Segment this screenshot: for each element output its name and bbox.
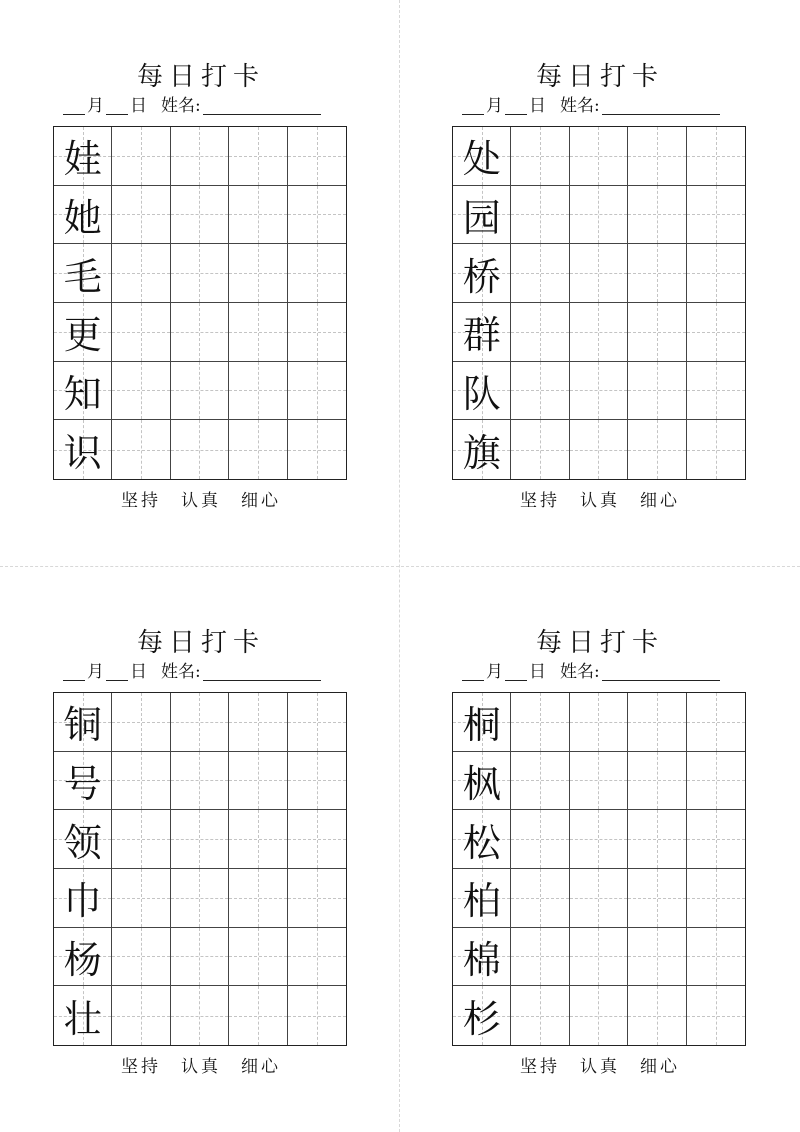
model-character-cell [453,986,511,1045]
tianzige-grid [452,126,746,480]
model-character: 铜 [63,703,102,748]
practice-cell[interactable] [628,127,686,186]
practice-cell[interactable] [112,420,170,479]
practice-cell[interactable] [229,362,287,421]
model-character-cell [54,986,112,1045]
model-character-cell [54,303,112,362]
model-character: 巾 [63,879,102,924]
practice-cell[interactable] [687,420,745,479]
model-character-cell [54,127,112,186]
month-label: 月 [87,96,104,116]
practice-cell[interactable] [570,244,628,303]
practice-cell[interactable] [288,362,346,421]
model-character: 毛 [63,254,102,299]
practice-cell[interactable] [229,420,287,479]
practice-cell[interactable] [687,244,745,303]
motto-word: 认真 [580,1057,620,1077]
practice-cell[interactable] [687,362,745,421]
motto-word: 坚持 [520,491,560,511]
practice-cell[interactable] [112,693,170,752]
model-character-cell [453,186,511,245]
day-label: 日 [529,662,546,682]
practice-cell[interactable] [687,810,745,869]
month-label: 月 [486,662,503,682]
practice-cell[interactable] [570,127,628,186]
practice-cell[interactable] [288,869,346,928]
model-character-cell [453,420,511,479]
practice-cell[interactable] [171,928,229,987]
practice-cell[interactable] [687,693,745,752]
practice-cell[interactable] [112,127,170,186]
practice-cell[interactable] [112,752,170,811]
model-character-cell [453,244,511,303]
model-character-cell [54,752,112,811]
practice-card [53,60,349,530]
model-character: 壮 [63,997,102,1042]
model-character: 柏 [462,879,501,924]
practice-cell[interactable] [511,869,569,928]
name-label: 姓名: [560,96,600,116]
motto-footer [53,1054,349,1080]
practice-cell[interactable] [570,362,628,421]
name-label: 姓名: [161,662,201,682]
name-blank[interactable] [602,662,720,681]
practice-cell[interactable] [511,303,569,362]
practice-cell[interactable] [171,420,229,479]
practice-cell[interactable] [171,127,229,186]
practice-cell[interactable] [288,986,346,1045]
tianzige-grid [53,692,347,1046]
motto-footer [452,1054,748,1080]
practice-cell[interactable] [112,810,170,869]
practice-cell[interactable] [288,693,346,752]
model-character-cell [54,244,112,303]
motto-word: 坚持 [520,1057,560,1077]
model-character: 号 [63,761,102,806]
model-character-cell [54,186,112,245]
practice-cell[interactable] [570,752,628,811]
practice-cell[interactable] [628,362,686,421]
practice-cell[interactable] [112,303,170,362]
practice-cell[interactable] [511,127,569,186]
practice-card [53,626,349,1096]
day-label: 日 [130,662,147,682]
practice-cell[interactable] [229,244,287,303]
model-character: 桐 [462,703,501,748]
name-label: 姓名: [560,662,600,682]
name-blank[interactable] [602,96,720,115]
card-title: 每日打卡 [136,628,265,658]
horizontal-cut-line [0,566,800,567]
practice-cell[interactable] [288,303,346,362]
practice-cell[interactable] [570,186,628,245]
day-blank[interactable] [106,96,128,115]
date-name-line [462,94,748,118]
date-name-line [63,660,349,684]
practice-cell[interactable] [171,869,229,928]
tianzige-grid [53,126,347,480]
practice-cell[interactable] [288,810,346,869]
model-character-cell [453,928,511,987]
motto-word: 认真 [181,491,221,511]
model-character-cell [54,693,112,752]
card-title: 每日打卡 [535,62,664,92]
model-character-cell [453,362,511,421]
practice-cell[interactable] [288,928,346,987]
practice-cell[interactable] [570,869,628,928]
model-character: 她 [63,195,102,240]
practice-cell[interactable] [229,928,287,987]
practice-card [452,60,748,530]
practice-cell[interactable] [171,303,229,362]
model-character: 杉 [462,997,501,1042]
practice-cell[interactable] [511,420,569,479]
model-character-cell [54,810,112,869]
model-character-cell [453,810,511,869]
practice-cell[interactable] [112,928,170,987]
practice-cell[interactable] [288,244,346,303]
name-label: 姓名: [161,96,201,116]
motto-word: 细心 [640,491,680,511]
practice-cell[interactable] [229,127,287,186]
model-character: 园 [462,195,501,240]
practice-cell[interactable] [511,244,569,303]
month-blank[interactable] [462,662,484,681]
model-character: 杨 [63,937,102,982]
practice-cell[interactable] [229,693,287,752]
practice-cell[interactable] [570,420,628,479]
practice-cell[interactable] [570,810,628,869]
practice-cell[interactable] [171,362,229,421]
motto-word: 认真 [580,491,620,511]
model-character: 群 [462,313,501,358]
practice-cell[interactable] [628,928,686,987]
practice-cell[interactable] [229,869,287,928]
model-character: 处 [462,137,501,182]
model-character-cell [54,420,112,479]
practice-cell[interactable] [511,752,569,811]
practice-cell[interactable] [288,752,346,811]
model-character: 旗 [462,431,501,476]
month-blank[interactable] [462,96,484,115]
practice-cell[interactable] [112,244,170,303]
practice-cell[interactable] [628,303,686,362]
motto-footer [53,488,349,514]
practice-cell[interactable] [687,186,745,245]
month-blank[interactable] [63,662,85,681]
practice-cell[interactable] [628,420,686,479]
day-label: 日 [130,96,147,116]
practice-cell[interactable] [171,186,229,245]
model-character: 更 [63,313,102,358]
practice-cell[interactable] [229,186,287,245]
practice-cell[interactable] [628,693,686,752]
model-character-cell [54,928,112,987]
model-character: 松 [462,820,501,865]
practice-cell[interactable] [628,869,686,928]
practice-cell[interactable] [628,986,686,1045]
model-character: 知 [63,371,102,416]
model-character-cell [453,752,511,811]
motto-footer [452,488,748,514]
practice-card [452,626,748,1096]
motto-word: 坚持 [121,491,161,511]
name-blank[interactable] [203,662,321,681]
practice-cell[interactable] [112,186,170,245]
motto-word: 细心 [241,1057,281,1077]
practice-cell[interactable] [229,986,287,1045]
model-character: 识 [63,431,102,476]
practice-cell[interactable] [628,810,686,869]
practice-cell[interactable] [511,810,569,869]
practice-cell[interactable] [511,986,569,1045]
practice-cell[interactable] [687,869,745,928]
practice-cell[interactable] [229,810,287,869]
motto-word: 认真 [181,1057,221,1077]
practice-cell[interactable] [171,693,229,752]
practice-cell[interactable] [628,752,686,811]
card-title: 每日打卡 [535,628,664,658]
practice-cell[interactable] [570,303,628,362]
practice-cell[interactable] [171,810,229,869]
model-character: 娃 [63,137,102,182]
practice-cell[interactable] [511,928,569,987]
practice-cell[interactable] [628,186,686,245]
practice-cell[interactable] [229,752,287,811]
day-blank[interactable] [505,662,527,681]
model-character: 领 [63,820,102,865]
model-character-cell [453,693,511,752]
practice-cell[interactable] [112,986,170,1045]
model-character-cell [453,303,511,362]
practice-cell[interactable] [112,362,170,421]
model-character-cell [54,869,112,928]
motto-word: 坚持 [121,1057,161,1077]
month-label: 月 [87,662,104,682]
practice-cell[interactable] [687,752,745,811]
day-blank[interactable] [505,96,527,115]
card-title: 每日打卡 [136,62,265,92]
model-character: 枫 [462,761,501,806]
date-name-line [63,94,349,118]
month-blank[interactable] [63,96,85,115]
practice-cell[interactable] [511,186,569,245]
practice-cell[interactable] [511,693,569,752]
practice-cell[interactable] [112,869,170,928]
practice-cell[interactable] [288,420,346,479]
practice-cell[interactable] [687,986,745,1045]
model-character-cell [453,869,511,928]
model-character: 桥 [462,254,501,299]
practice-cell[interactable] [229,303,287,362]
practice-cell[interactable] [288,127,346,186]
date-name-line [462,660,748,684]
practice-cell[interactable] [628,244,686,303]
day-label: 日 [529,96,546,116]
practice-cell[interactable] [171,244,229,303]
day-blank[interactable] [106,662,128,681]
practice-cell[interactable] [570,928,628,987]
practice-cell[interactable] [171,986,229,1045]
month-label: 月 [486,96,503,116]
model-character: 棉 [462,937,501,982]
motto-word: 细心 [640,1057,680,1077]
practice-cell[interactable] [570,693,628,752]
practice-cell[interactable] [171,752,229,811]
name-blank[interactable] [203,96,321,115]
practice-cell[interactable] [511,362,569,421]
practice-cell[interactable] [687,928,745,987]
tianzige-grid [452,692,746,1046]
practice-cell[interactable] [687,303,745,362]
practice-cell[interactable] [570,986,628,1045]
practice-cell[interactable] [288,186,346,245]
motto-word: 细心 [241,491,281,511]
model-character-cell [54,362,112,421]
model-character: 队 [462,371,501,416]
model-character-cell [453,127,511,186]
practice-cell[interactable] [687,127,745,186]
